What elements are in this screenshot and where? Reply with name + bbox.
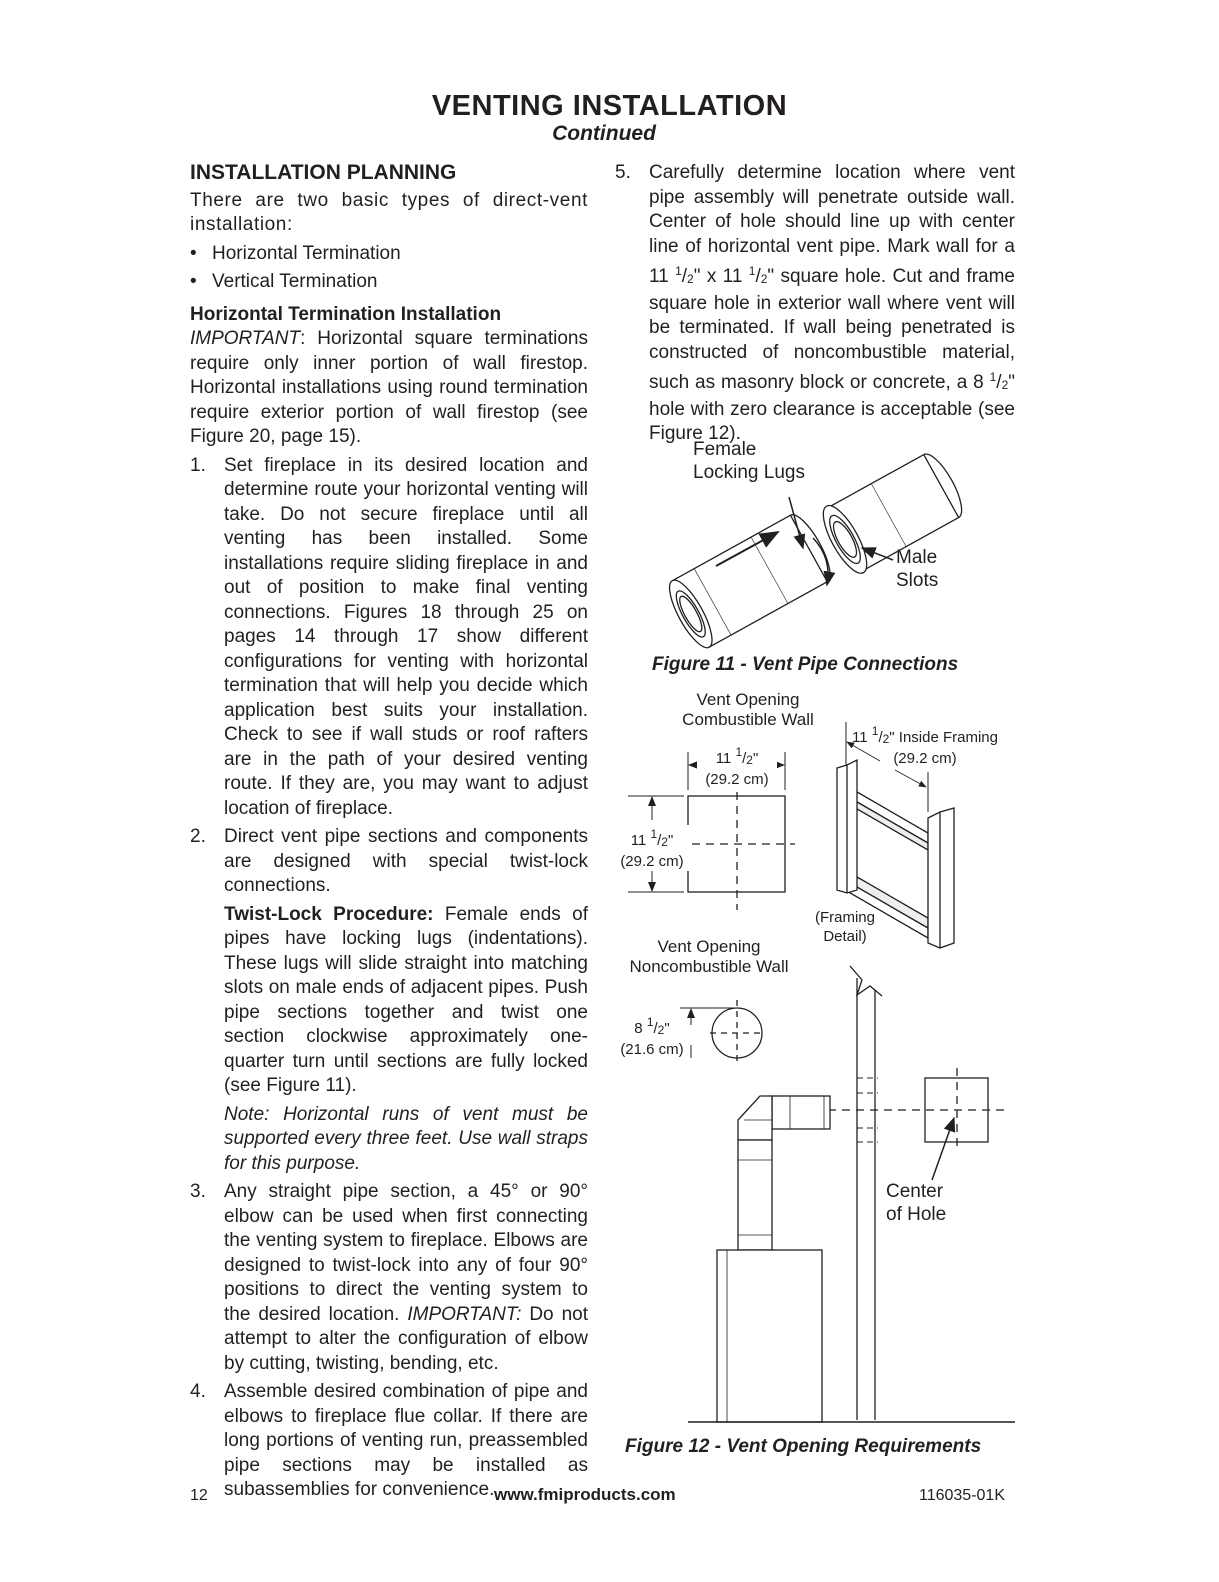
female-lugs-label: Female Locking Lugs: [693, 439, 805, 483]
twist-lock-procedure: Twist-Lock Procedure: Female ends of pipes have locking lugs (indentations). These lugs will slide straight into matching slots on male ends of adjacent pipes. Push pipe sections together and twist one section clockwise approximately one-quarter turn until sections are fully locked (see Figure 11).: [224, 903, 588, 1096]
page-title: VENTING INSTALLATION: [431, 90, 788, 122]
round-dimension: 8 $^1/_2$" (21.6 cm): [620, 1015, 684, 1058]
list-item: 2. Direct vent pipe sections and components are designed with special twist-lock connections. Twist-Lock Procedure: Female ends of pipes have locking lugs (indentations). These lugs will slide straight into matching slots on male ends of adjacent pipes. Push pipe sections together and twist one section clockwise approximately one-quarter turn until sections are fully locked (see Figure 11). Note: Horizontal runs of vent must be supported every three feet. Use wall straps for this purpose.: [190, 825, 588, 1176]
noncombustible-wall-title: Vent Opening Noncombustible Wall: [629, 937, 789, 976]
center-of-hole-label: Center of Hole: [886, 1181, 947, 1225]
list-item: 1. Set fireplace in its desired location and determine route your horizontal venting will take. Do not secure fireplace until all venting has been installed. Some installations require sliding fireplace in and out of position to make final venting connections. Figures 18 through 25 on pages 14 through 17 show different configurations for venting with horizontal termination that will help you decide which application best suits your installation. Check to see if wall studs or roof rafters are in the path of your desired venting route. If they are, you may want to adjust location of fireplace.: [190, 454, 588, 819]
width-dimension: 11 $^1/_2$" (29.2 cm): [697, 743, 777, 789]
figure-12-caption: Figure 12 - Vent Opening Requirements: [625, 1436, 982, 1457]
male-slots-label: Male Slots: [896, 547, 939, 591]
document-number: 116035-01K: [919, 1487, 1005, 1504]
important-note: IMPORTANT: Horizontal square terminations require only inner portion of wall firestop. Horizontal installations using round termination require exterior portion of wall firestop (see Figure 20, page 15).: [190, 328, 588, 447]
list-item: 3. Any straight pipe section, a 45° or 90° elbow can be used when first connecting the venting system to fireplace. Elbows are designed to twist-lock into any of four 90° positions to direct the venting system to the desired location. IMPORTANT: Do not attempt to alter the configuration of elbow by cutting, twisting, bending, etc.: [190, 1181, 588, 1374]
combustible-wall-title: Vent Opening Combustible Wall: [682, 690, 814, 729]
figure-11-caption: Figure 11 - Vent Pipe Connections: [652, 654, 959, 675]
intro-text: There are two basic types of direct-vent installation:: [190, 189, 588, 235]
vent-pipe-female: [662, 509, 838, 653]
support-note: Note: Horizontal runs of vent must be supported every three feet. Use wall straps for this purpose.: [224, 1103, 588, 1174]
center-pointer: [932, 1118, 954, 1180]
bullet-item: • Vertical Termination: [190, 271, 378, 292]
page-number: 12: [190, 1487, 208, 1504]
page-subtitle: Continued: [552, 122, 656, 145]
subheading: Horizontal Termination Installation: [190, 303, 502, 325]
vent-pipe-assembly: [717, 1096, 830, 1422]
list-item: 4. Assemble desired combination of pipe and elbows to fireplace flue collar. If there are long portions of venting run, preassembled pipe sections may be installed as subassemblies for convenience.: [190, 1381, 588, 1500]
list-item: 5. Carefully determine location where vent pipe assembly will penetrate outside wall. Center of hole should line up with center line of horizontal vent pipe. Mark wall for a 11 $^1/_2$" x 11 $^1/_2$" square hole. Cut and frame square hole in exterior wall where vent will be terminated. If wall being penetrated is constructed of noncombustible material, such as masonry block or concrete, a 8 $^1/_2$" hole with zero clearance is acceptable (see Figure 12).: [615, 162, 1015, 444]
section-heading: INSTALLATION PLANNING: [190, 161, 457, 184]
website-link[interactable]: www.fmiproducts.com: [494, 1485, 676, 1504]
framing-dimension: 11 $^1/_2$" Inside Framing (29.2 cm): [852, 724, 998, 767]
fireplace: [717, 1250, 822, 1422]
wall-section: [850, 966, 882, 1420]
bullet-item: • Horizontal Termination: [190, 242, 401, 264]
height-dimension: 11 $^1/_2$" (29.2 cm): [614, 825, 690, 871]
framing-detail-label: (Framing Detail): [814, 909, 875, 945]
